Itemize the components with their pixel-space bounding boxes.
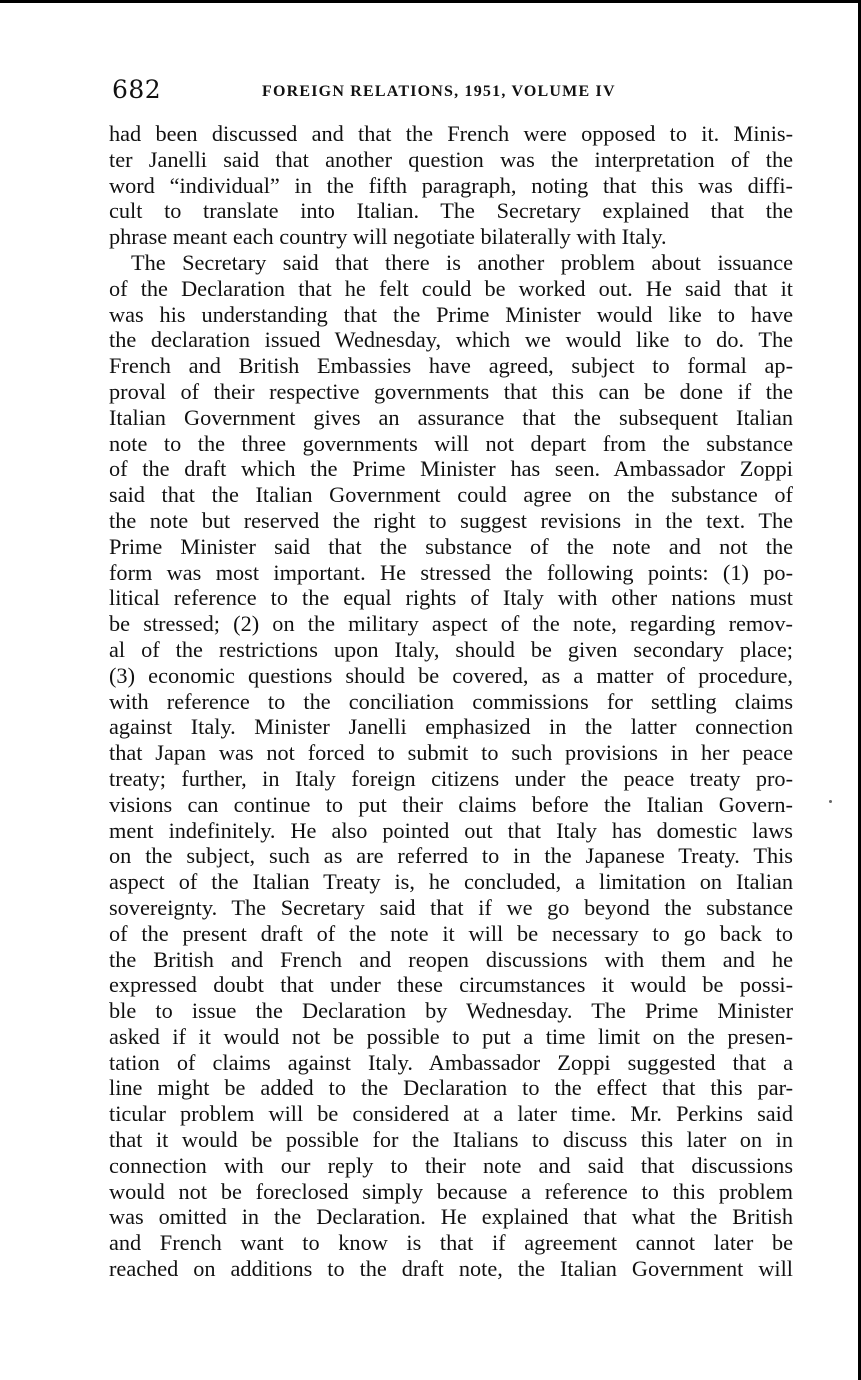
text-line: line might be added to the Declaration to the effect that this par- [109,1075,793,1101]
text-line: ment indefinitely. He also pointed out that Italy has domestic laws [109,817,793,843]
text-line: Italian Government gives an assurance that the subsequent Italian [109,404,793,430]
text-line: connection with our reply to their note and said that discussions [109,1152,793,1178]
text-line: and French want to know is that if agreement cannot later be [109,1230,793,1256]
text-line: French and British Embassies have agreed, subject to formal ap- [109,353,793,379]
text-line: al of the restrictions upon Italy, should be given secondary place; [109,636,793,662]
text-line: of the draft which the Prime Minister has seen. Ambassador Zoppi [109,456,793,482]
text-line: Prime Minister said that the substance of the note and not the [109,533,793,559]
text-line: that it would be possible for the Italians to discuss this later on in [109,1127,793,1153]
text-line: of the Declaration that he felt could be worked out. He said that it [109,275,793,301]
text-line: asked if it would not be possible to put a time limit on the presen- [109,1023,793,1049]
text-line: expressed doubt that under these circumstances it would be possi- [109,972,793,998]
text-line: would not be foreclosed simply because a reference to this problem [109,1178,793,1204]
body-text [109,121,793,1282]
text-line: with reference to the conciliation commissions for settling claims [109,688,793,714]
text-line: aspect of the Italian Treaty is, he concluded, a limitation on Italian [109,869,793,895]
text-line: of the present draft of the note it will be necessary to go back to [109,920,793,946]
page-number: 682 [112,75,162,104]
text-line: that Japan was not forced to submit to such provisions in her peace [109,740,793,766]
text-line: the British and French and reopen discussions with them and he [109,946,793,972]
text-line: litical reference to the equal rights of Italy with other nations must [109,585,793,611]
scan-speck [829,800,832,803]
text-line: the note but reserved the right to suggest revisions in the text. The [109,507,793,533]
text-line: sovereignty. The Secretary said that if we go beyond the substance [109,894,793,920]
text-line: ticular problem will be considered at a later time. Mr. Perkins said [109,1101,793,1127]
text-line: was omitted in the Declaration. He explained that what the British [109,1204,793,1230]
text-line: ter Janelli said that another question was the interpretation of the [109,146,793,172]
text-line: said that the Italian Government could agree on the substance of [109,482,793,508]
text-line: treaty; further, in Italy foreign citizens under the peace treaty pro- [109,765,793,791]
text-line: ble to issue the Declaration by Wednesday. The Prime Minister [109,998,793,1024]
text-line: cult to translate into Italian. The Secretary explained that the [109,198,793,224]
top-border [0,0,861,3]
text-line: word “individual” in the fifth paragraph, noting that this was diffi- [109,172,793,198]
text-line: form was most important. He stressed the following points: (1) po- [109,559,793,585]
text-line: visions can continue to put their claims before the Italian Govern- [109,791,793,817]
text-line: was his understanding that the Prime Minister would like to have [109,301,793,327]
text-line: had been discussed and that the French were opposed to it. Minis- [109,121,793,146]
running-head: FOREIGN RELATIONS, 1951, VOLUME IV [262,83,616,100]
text-line: (3) economic questions should be covered, as a matter of procedure, [109,662,793,688]
text-line: the declaration issued Wednesday, which we would like to do. The [109,327,793,353]
text-line: reached on additions to the draft note, the Italian Government will [109,1256,793,1282]
text-line: phrase meant each country will negotiate bilaterally with Italy. [109,224,667,250]
text-line: against Italy. Minister Janelli emphasized in the latter connection [109,714,793,740]
text-line: be stressed; (2) on the military aspect of the note, regarding remov- [109,611,793,637]
text-line: on the subject, such as are referred to in the Japanese Treaty. This [109,843,793,869]
page-header [112,76,792,106]
text-line: proval of their respective governments that this can be done if the [109,378,793,404]
text-line: tation of claims against Italy. Ambassador Zoppi suggested that a [109,1049,793,1075]
text-line: The Secretary said that there is another problem about issuance [131,249,793,275]
text-line: note to the three governments will not depart from the substance [109,430,793,456]
